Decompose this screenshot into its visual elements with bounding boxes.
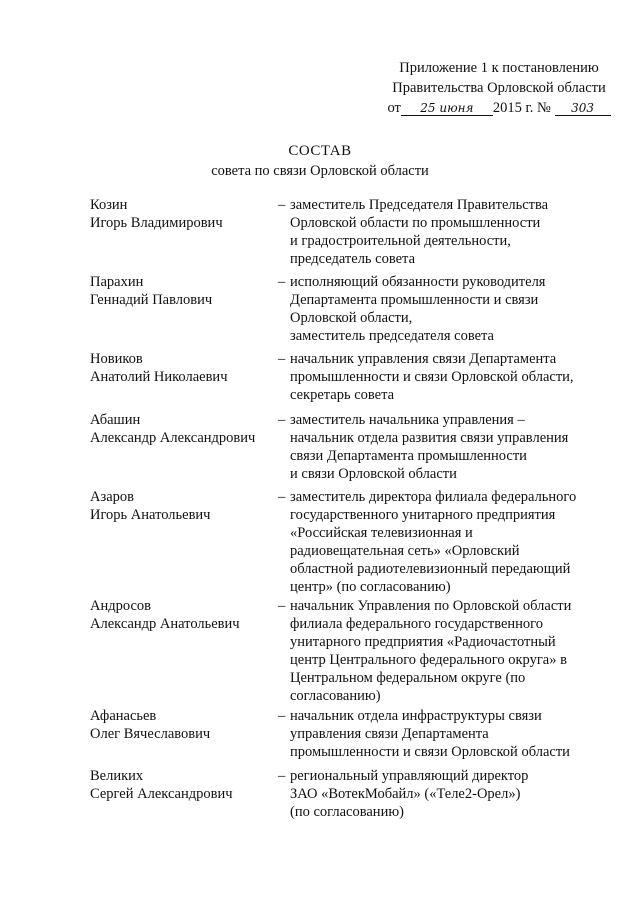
member-surname: Азаров [90,489,134,505]
member-given-name: Геннадий Павлович [90,292,213,308]
appendix-line-1: Приложение 1 к постановлению [399,60,599,76]
member-role-line: областной радиотелевизионный передающий [290,561,571,577]
member-role [290,350,602,404]
handwritten-date: 25 июня [401,101,493,116]
member-surname: Великих [90,768,144,784]
member-dash: – [278,412,286,428]
member-given-name: Олег Вячеславович [90,726,211,742]
member-role [290,707,602,761]
member-given-name: Анатолий Николаевич [90,369,228,385]
member-name [90,411,280,447]
appendix-line-3 [368,98,630,118]
member-role-line: «Российская телевизионная и [290,525,473,541]
member-role [290,411,602,483]
member-role [290,196,602,268]
member-dash: – [278,708,286,724]
member-role-line: (по согласованию) [290,804,404,820]
member-role-line: унитарного предприятия «Радиочастотный [290,634,556,650]
member-surname: Новиков [90,351,143,367]
member-role-line: согласованию) [290,688,381,704]
member-given-name: Игорь Анатольевич [90,507,211,523]
member-role-line: начальник Управления по Орловской области [290,598,572,614]
member-role-line: заместитель Председателя Правительства [290,197,549,213]
member-role-line: Орловской области, [290,310,413,326]
member-given-name: Игорь Владимирович [90,215,223,231]
member-role [290,767,602,821]
member-role-line: и градостроительной деятельности, [290,233,511,249]
member-dash: – [278,351,286,367]
member-dash: – [278,274,286,290]
member-role-line: председатель совета [290,251,416,267]
member-role-line: промышленности и связи Орловской области [290,744,570,760]
member-role [290,273,602,345]
member-name [90,707,280,743]
member-name [90,597,280,633]
member-role-line: радиовещательная сеть» «Орловский [290,543,520,559]
member-dash: – [278,598,286,614]
member-role-line: ЗАО «ВотекМобайл» («Теле2-Орел») [290,786,521,802]
member-role-line: управления связи Департамента [290,726,489,742]
member-role-line: государственного унитарного предприятия [290,507,556,523]
member-given-name: Сергей Александрович [90,786,233,802]
appendix-line-2: Правительства Орловской области [392,80,606,96]
handwritten-number: 303 [555,101,611,116]
member-surname: Афанасьев [90,708,157,724]
member-name [90,273,280,309]
appendix-year: 2015 г. № [492,100,551,116]
member-role-line: и связи Орловской области [290,466,457,482]
member-dash: – [278,768,286,784]
member-role-line: Орловской области по промышленности [290,215,541,231]
appendix-note [368,58,630,118]
member-dash: – [278,489,286,505]
member-name [90,196,280,232]
member-name [90,350,280,386]
appendix-from-label: от [387,100,401,116]
member-role [290,597,602,705]
member-role-line: региональный управляющий директор [290,768,529,784]
document-subtitle: совета по связи Орловской области [211,163,429,179]
member-role-line: Центральном федеральном округе (по [290,670,526,686]
member-role-line: связи Департамента промышленности [290,448,527,464]
member-role-line: исполняющий обязанности руководителя [290,274,546,290]
member-surname: Абашин [90,412,141,428]
member-role-line: Департамента промышленности и связи [290,292,539,308]
member-role-line: заместитель директора филиала федерального [290,489,577,505]
member-role-line: филиала федерального государственного [290,616,544,632]
member-surname: Парахин [90,274,144,290]
member-surname: Андросов [90,598,152,614]
member-dash: – [278,197,286,213]
member-name [90,488,280,524]
member-role-line: заместитель начальника управления – [290,412,525,428]
member-given-name: Александр Александрович [90,430,256,446]
member-surname: Козин [90,197,128,213]
member-role-line: промышленности и связи Орловской области, [290,369,574,385]
member-role-line: центр Центрального федерального округа» в [290,652,567,668]
document-title: СОСТАВ [288,143,352,159]
member-role-line: начальник управления связи Департамента [290,351,557,367]
member-role-line: секретарь совета [290,387,395,403]
member-role-line: заместитель председателя совета [290,328,494,344]
member-name [90,767,280,803]
member-given-name: Александр Анатольевич [90,616,240,632]
member-role-line: начальник отдела развития связи управления [290,430,569,446]
member-role-line: начальник отдела инфраструктуры связи [290,708,542,724]
member-role [290,488,602,596]
member-role-line: центр» (по согласованию) [290,579,451,595]
